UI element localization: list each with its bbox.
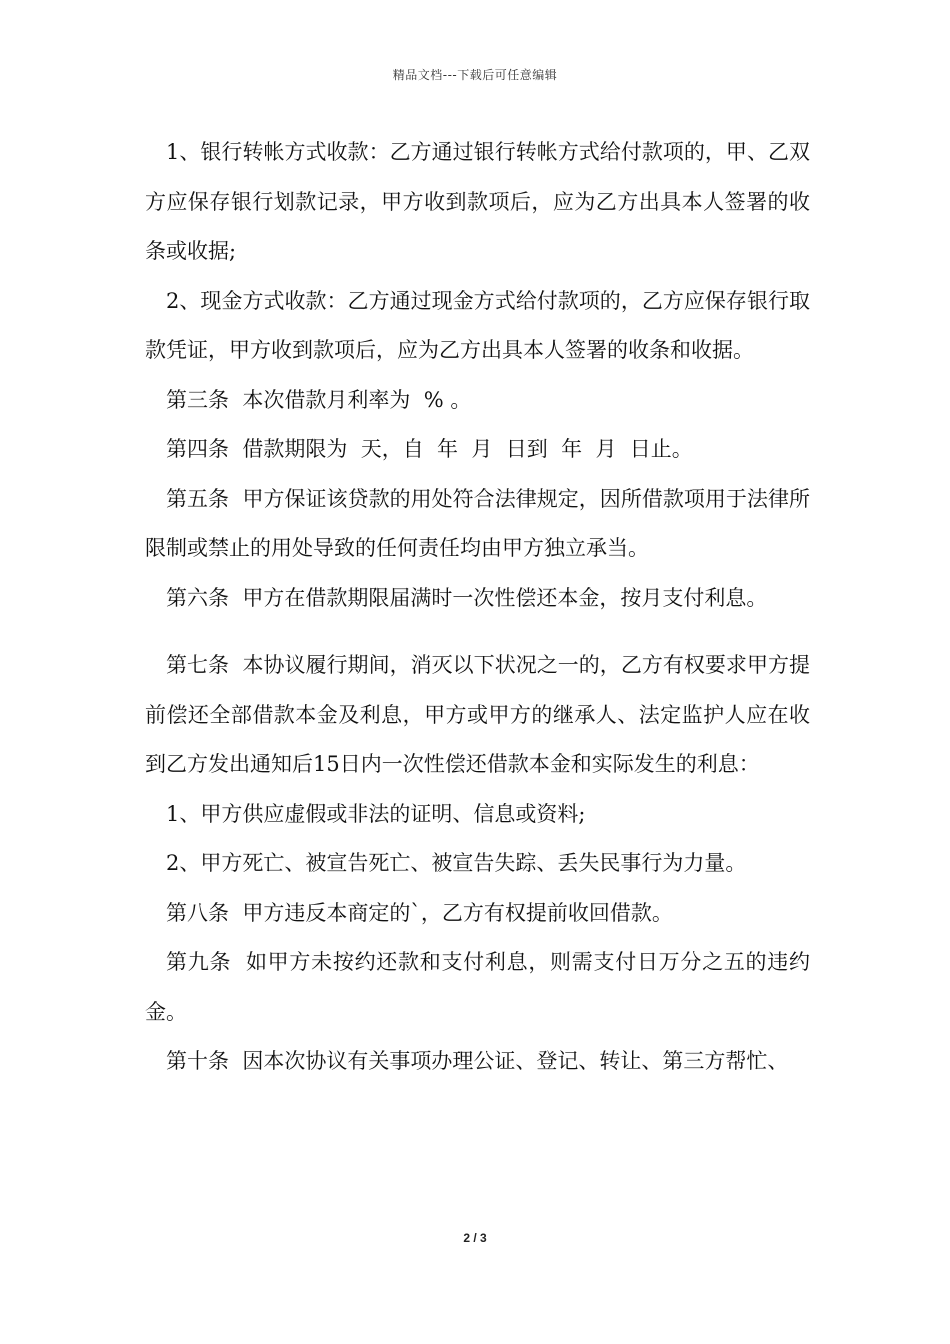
article-5: 第五条 甲方保证该贷款的用处符合法律规定，因所借款项用于法律所限制或禁止的用处导致的任何责任均由甲方独立承当。 [145,486,810,560]
article-7: 第七条 本协议履行期间，消灭以下状况之一的，乙方有权要求甲方提前偿还全部借款本金及利息，甲方或甲方的继承人、法定监护人应在收到乙方发出通知后15日内一次性偿还借款本金和实际发生的利息： [145,653,810,776]
article-8: 第八条 甲方违反本商定的`，乙方有权提前收回借款。 [166,900,673,925]
article-6: 第六条 甲方在借款期限届满时一次性偿还本金，按月支付利息。 [166,585,768,610]
article-7-item-2: 2、甲方死亡、被宣告死亡、被宣告失踪、丢失民事行为力量。 [166,851,747,875]
clause-bank-transfer: 1、银行转帐方式收款：乙方通过银行转帐方式给付款项的，甲、乙双方应保存银行划款记录，甲方收到款项后，应为乙方出具本人签署的收条或收据; [145,140,810,263]
article-9: 第九条 如甲方未按约还款和支付利息，则需支付日万分之五的违约金。 [145,950,810,1024]
article-7-item-1: 1、甲方供应虚假或非法的证明、信息或资料; [166,801,586,826]
article-3: 第三条 本次借款月利率为 % 。 [166,387,472,412]
page-number: 2 / 3 [463,1231,487,1245]
article-4: 第四条 借款期限为 天，自 年 月 日到 年 月 日止。 [166,437,693,461]
page-header: 精品文档---下载后可任意编辑 [392,68,558,82]
clause-cash-payment: 2、现金方式收款：乙方通过现金方式给付款项的，乙方应保存银行取款凭证，甲方收到款项后，应为乙方出具本人签署的收条和收据。 [145,288,810,362]
document-body [145,128,810,1087]
article-10: 第十条 因本次协议有关事项办理公证、登记、转让、第三方帮忙、 [166,1049,789,1073]
